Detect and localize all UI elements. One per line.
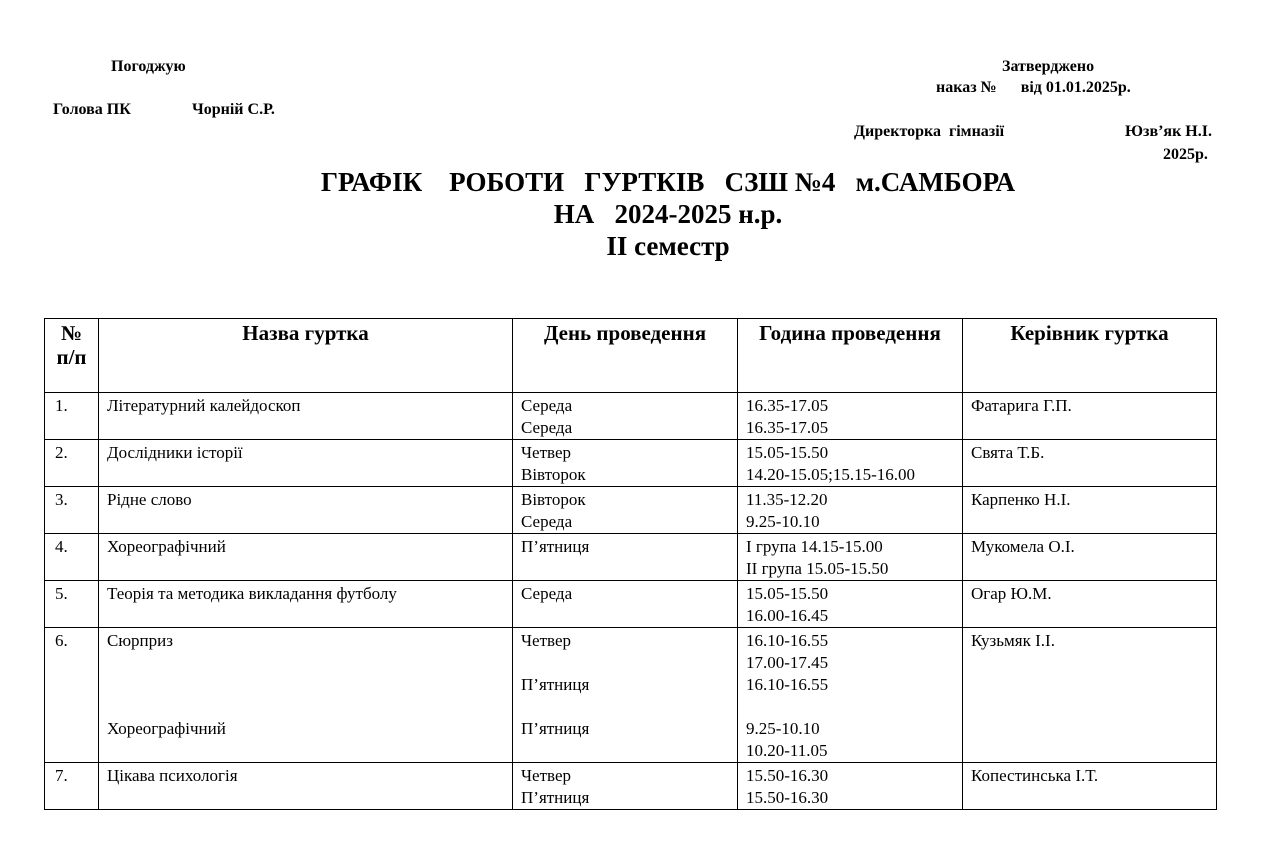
club-time: 9.25-10.10 [746,719,820,738]
row-number: 1. [45,393,99,440]
club-time: 16.10-16.55 [746,675,829,694]
club-day [521,652,729,674]
schedule-table [44,318,1217,810]
club-time: 15.05-15.50 [746,584,829,603]
club-day: П’ятниця [521,788,590,807]
club-time [746,696,954,718]
club-time: ІІ група 15.05-15.50 [746,559,889,578]
club-day-cell [513,534,738,581]
row-number: 2. [45,440,99,487]
club-time-cell [738,581,963,628]
club-day: Четвер [521,443,571,462]
club-time-cell [738,534,963,581]
page-title-line2: НА 2024-2025 н.р. [553,199,783,229]
table-row [45,628,1217,763]
header-num-line1: № [60,321,83,345]
club-time: 15.50-16.30 [746,788,829,807]
club-day: Середа [521,584,573,603]
club-name-cell [99,440,513,487]
club-name: Літературний калейдоскоп [107,396,301,415]
approval-year: 2025р. [1163,146,1208,163]
club-time-cell [738,440,963,487]
club-leader: Кузьмяк І.І. [963,628,1217,763]
club-time-cell [738,487,963,534]
club-name [107,652,504,674]
club-name-cell [99,534,513,581]
approved-label: Затверджено [1002,58,1095,75]
table-row [45,487,1217,534]
club-time: І група 14.15-15.00 [746,537,883,556]
header-day: День проведення [513,319,738,393]
club-time-cell [738,628,963,763]
club-day-cell [513,628,738,763]
club-day: Четвер [521,631,571,650]
club-time: 9.25-10.10 [746,512,820,531]
club-time: 16.35-17.05 [746,418,829,437]
club-time: 15.50-16.30 [746,766,829,785]
club-time: 17.00-17.45 [746,653,829,672]
agree-label: Погоджую [111,58,186,75]
page-title-line1: ГРАФІК РОБОТИ ГУРТКІВ СЗШ №4 м.САМБОРА [320,167,1016,197]
head-name: Чорній С.Р. [192,101,275,118]
club-leader: Свята Т.Б. [963,440,1217,487]
club-time: 15.05-15.50 [746,443,829,462]
row-number: 7. [45,763,99,810]
table-row [45,534,1217,581]
club-day: П’ятниця [521,719,590,738]
club-leader: Огар Ю.М. [963,581,1217,628]
table-row [45,440,1217,487]
table-row [45,763,1217,810]
row-number: 5. [45,581,99,628]
club-time-cell [738,763,963,810]
club-day: Середа [521,512,573,531]
header-leader: Керівник гуртка [963,319,1217,393]
club-day [521,696,729,718]
club-leader: Мукомела О.І. [963,534,1217,581]
club-time: 16.00-16.45 [746,606,829,625]
club-name-cell [99,581,513,628]
club-time: 14.20-15.05;15.15-16.00 [746,465,916,484]
club-day: Вівторок [521,465,586,484]
club-day: Четвер [521,766,571,785]
table-body [45,393,1217,810]
club-name: Цікава психологія [107,766,238,785]
club-day: П’ятниця [521,675,590,694]
table-row [45,393,1217,440]
club-time: 16.10-16.55 [746,631,829,650]
club-name: Сюрприз [107,631,173,650]
club-leader: Копестинська І.Т. [963,763,1217,810]
club-time: 16.35-17.05 [746,396,829,415]
director-name: Юзв’як Н.І. [1125,123,1212,140]
club-day: П’ятниця [521,537,590,556]
club-day: Середа [521,396,573,415]
club-day-cell [513,581,738,628]
club-name-cell [99,487,513,534]
table-row [45,581,1217,628]
club-leader: Фатарига Г.П. [963,393,1217,440]
club-name: Хореографічний [107,537,226,556]
club-name: Дослідники історії [107,443,243,462]
club-name-cell [99,393,513,440]
club-name: Хореографічний [107,719,226,738]
club-day-cell [513,487,738,534]
club-time-cell [738,393,963,440]
header-time: Година проведення [738,319,963,393]
club-name: Рідне слово [107,490,192,509]
order-text: наказ № від 01.01.2025р. [936,79,1131,96]
club-day: Вівторок [521,490,586,509]
row-number: 3. [45,487,99,534]
club-name-cell [99,763,513,810]
club-leader: Карпенко Н.І. [963,487,1217,534]
club-name: Теорія та методика викладання футболу [107,584,397,603]
club-day: Середа [521,418,573,437]
row-number: 4. [45,534,99,581]
club-day-cell [513,440,738,487]
club-day-cell [513,763,738,810]
header-num [45,319,99,393]
header-name: Назва гуртка [99,319,513,393]
table-header-row [45,319,1217,393]
club-time: 11.35-12.20 [746,490,828,509]
header-num-line2: п/п [56,345,87,369]
club-time: 10.20-11.05 [746,741,828,760]
head-title: Голова ПК [53,101,131,118]
club-name [107,674,504,696]
club-name [107,696,504,718]
club-day-cell [513,393,738,440]
row-number: 6. [45,628,99,763]
club-name-cell [99,628,513,763]
director-title: Директорка гімназії [854,123,1005,140]
page-title-line3: ІІ семестр [606,231,730,261]
